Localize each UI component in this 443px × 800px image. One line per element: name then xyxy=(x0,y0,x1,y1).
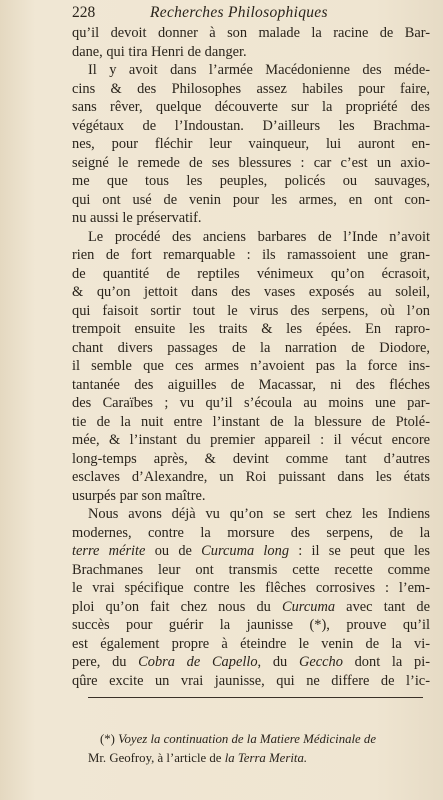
text-line xyxy=(72,339,430,358)
text-line xyxy=(72,135,430,154)
text-line xyxy=(72,320,430,339)
text-run: tantanée des aiguilles de Macassar, ni des fléches xyxy=(72,376,430,393)
italic-term: Cobra de Capello xyxy=(138,654,258,670)
text-run: qui faisoit sortir tout le virus des serpens, où l’on xyxy=(72,302,430,319)
text-run: Brachmanes leur ont transmis cette recette comme xyxy=(72,561,430,578)
text-line xyxy=(72,561,430,580)
text-run: le vrai spécifique contre les flêches corrosives : l’em- xyxy=(72,580,430,596)
text-line xyxy=(72,542,430,561)
text-run: rien de fort remarquable : ils ramassoient une gran- xyxy=(72,247,430,263)
italic-term: Geccho xyxy=(298,654,343,670)
body-text xyxy=(72,24,430,690)
text-line xyxy=(72,487,430,506)
text-run: trempoit ensuite les traits & les épées. En rapro- xyxy=(72,321,430,337)
text-line xyxy=(72,154,430,173)
text-line xyxy=(72,450,430,469)
text-line xyxy=(72,61,430,80)
text-line xyxy=(72,283,430,302)
text-run: Nous avons déjà vu qu’on se sert chez les Indiens xyxy=(88,506,430,522)
text-line xyxy=(72,357,430,376)
text-line xyxy=(72,302,430,321)
text-line xyxy=(72,635,430,654)
text-run: nes, pour fléchir leur vainqueur, lui auront en- xyxy=(72,136,430,152)
text-run: me que tous les peuples, policés ou sauvages, xyxy=(72,173,430,189)
text-run: seigné le remede de ses blessures : car c’est un axio- xyxy=(72,154,430,171)
text-line xyxy=(72,80,430,99)
text-run: de quantité de reptiles vénimeux qu’on écrasoit, xyxy=(72,265,430,282)
text-run: qûre excite un vrai jaunisse, qui ne differe de l’ic- xyxy=(72,672,430,689)
text-line xyxy=(72,672,430,691)
text-line xyxy=(72,598,430,617)
text-run: tie de la nuit entre l’instant de la blessure de Ptolé- xyxy=(72,413,430,430)
text-run: avec tant de xyxy=(335,598,430,615)
text-line xyxy=(72,524,430,543)
text-line xyxy=(72,43,430,62)
text-run: est également propre à éteindre le venin de la vi- xyxy=(72,635,430,652)
text-run: il semble que ces armes n’avoient pas la force ins- xyxy=(72,358,430,374)
text-run: dont la pi- xyxy=(342,654,430,670)
text-run: , du xyxy=(257,654,299,670)
text-line xyxy=(72,172,430,191)
footnote-line-2 xyxy=(88,749,418,768)
text-run: : il se peut que les xyxy=(289,543,430,559)
text-line xyxy=(72,117,430,136)
footnote-rule xyxy=(88,697,423,698)
footnote xyxy=(88,730,418,767)
text-run: Le procédé des anciens barbares de l’Inde n’avoit xyxy=(88,228,430,245)
text-run: mée, & l’instant du premier appareil : il vécut encore xyxy=(72,432,430,448)
text-line xyxy=(72,431,430,450)
text-line xyxy=(72,468,430,487)
text-run: esclaves d’Alexandre, un Roi puissant dans les états xyxy=(72,469,430,485)
text-run: & qu’on jettoit dans des vases exposés au soleil, xyxy=(72,284,430,300)
text-line xyxy=(72,228,430,247)
footnote-article: la Terra Merita. xyxy=(224,750,308,765)
text-line xyxy=(72,579,430,598)
text-line xyxy=(72,394,430,413)
running-title: Recherches Philosophiques xyxy=(150,4,328,21)
text-run: qu’il devoit donner à son malade la racine de Bar- xyxy=(72,25,430,41)
text-run: sans rêver, quelque découverte sur la propriété des xyxy=(72,99,430,115)
text-run: long-temps après, & devint comme tant d’autres xyxy=(72,450,430,467)
text-run: chant divers passages de la narration de Diodore, xyxy=(72,339,430,356)
text-line xyxy=(72,616,430,635)
footnote-mark: (*) xyxy=(100,732,119,746)
text-line xyxy=(72,98,430,117)
text-line xyxy=(72,505,430,524)
page-header xyxy=(72,4,412,26)
text-run: nu aussi le préservatif. xyxy=(72,210,202,226)
text-line xyxy=(72,191,430,210)
text-run: dane, qui tira Henri de danger. xyxy=(72,43,247,60)
text-line xyxy=(72,209,430,228)
page-number: 228 xyxy=(72,4,96,21)
text-run: végétaux de l’Indoustan. D’ailleurs les Brachma- xyxy=(72,117,430,134)
text-run: ploi qu’on fait chez nous du xyxy=(72,598,282,615)
footnote-line-1 xyxy=(88,730,418,749)
footnote-citation: Voyez la continuation de la Matiere Médicinale de xyxy=(118,732,377,746)
text-run: pere, du xyxy=(72,654,139,670)
text-run: Il y avoit dans l’armée Macédonienne des méde- xyxy=(88,62,430,78)
text-run: cins & des Philosophes assez habiles pour faire, xyxy=(72,80,430,97)
text-line xyxy=(72,265,430,284)
italic-term: Curcuma xyxy=(282,598,336,615)
footnote-author: Mr. Geofroy, à l’article de xyxy=(88,750,225,765)
text-run: modernes, contre la morsure des serpens, de la xyxy=(72,524,430,541)
text-line xyxy=(72,246,430,265)
text-run: qui ont usé de venin pour les armes, en ont con- xyxy=(72,191,430,208)
text-line xyxy=(72,413,430,432)
italic-term: Curcuma long xyxy=(201,543,290,559)
text-line xyxy=(72,653,430,672)
text-run: succès pour guérir la jaunisse (*), prouve qu’il xyxy=(72,617,430,633)
text-line xyxy=(72,24,430,43)
text-run: usurpés par son maître. xyxy=(72,487,206,504)
text-run: ou de xyxy=(145,543,202,559)
text-run: des Caraïbes ; vu qu’il s’écoula au moins une par- xyxy=(72,395,430,411)
italic-term: terre mérite xyxy=(72,543,146,559)
text-line xyxy=(72,376,430,395)
